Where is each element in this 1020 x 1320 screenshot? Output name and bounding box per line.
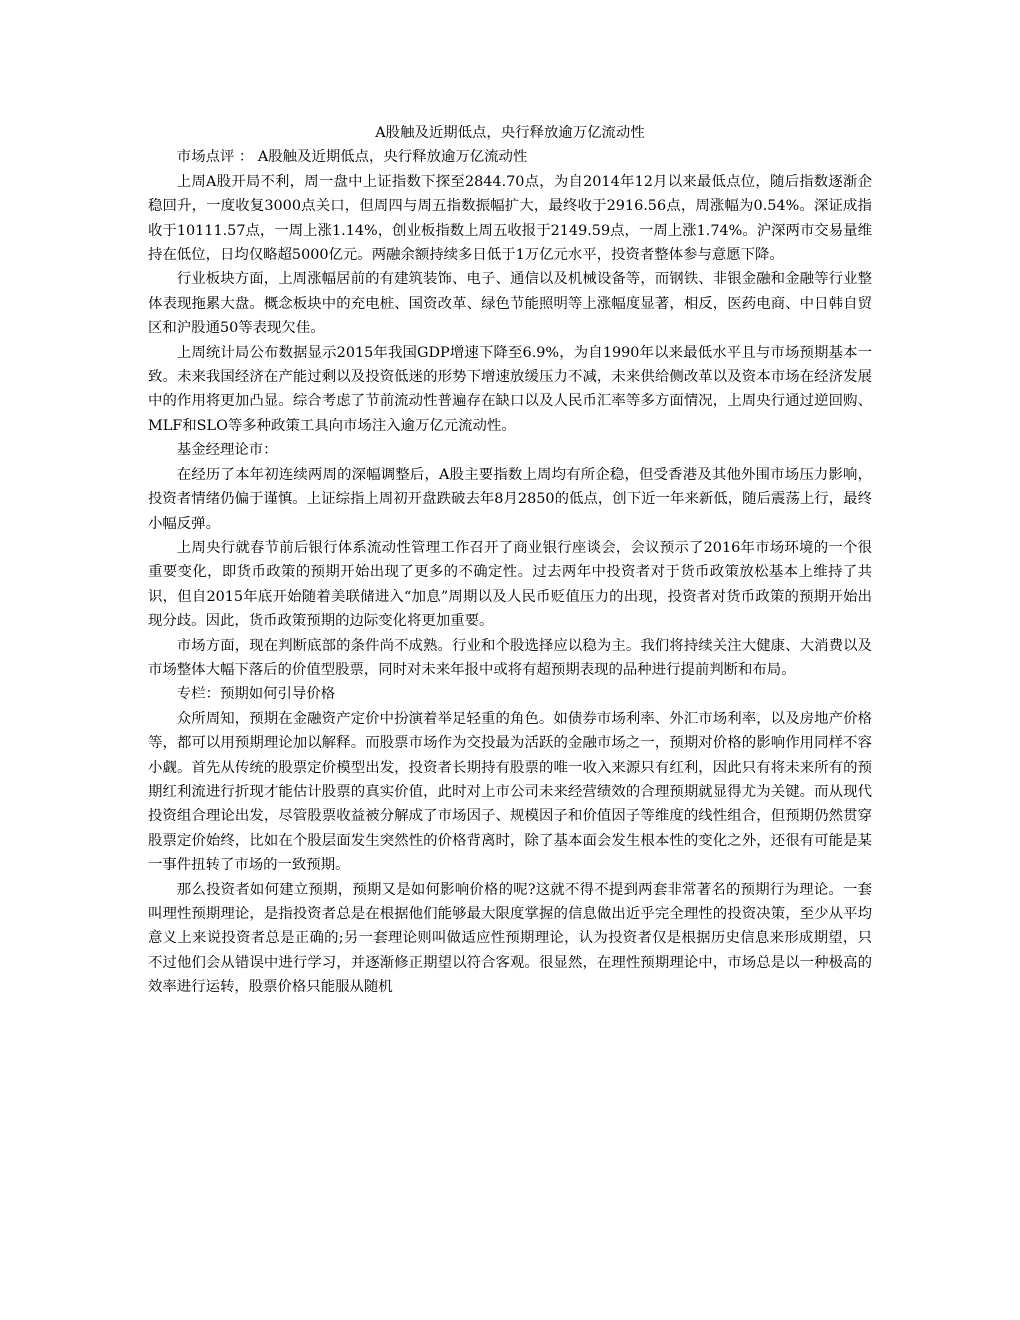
paragraph-sector-performance: 行业板块方面，上周涨幅居前的有建筑装饰、电子、通信以及机械设备等，而钢铁、非银金融和金融等行业整体表现拖累大盘。概念板块中的充电桩、国资改革、绿色节能照明等上涨幅度显著，相反，医药电商、中日韩自贸区和沪股通50等表现欠佳。 xyxy=(148,271,872,337)
paragraph-market-outlook: 市场方面，现在判断底部的条件尚不成熟。行业和个股选择应以稳为主。我们将持续关注大健康、大消费以及市场整体大幅下落后的价值型股票，同时对未来年报中或将有超预期表现的品种进行提前判断和布局。 xyxy=(148,637,872,678)
section-heading-market-review: 市场点评 ： A股触及近期低点，央行释放逾万亿流动性 xyxy=(176,149,528,166)
document-title: A股触及近期低点，央行释放逾万亿流动性 xyxy=(375,125,645,141)
paragraph-gdp-liquidity: 上周统计局公布数据显示2015年我国GDP增速下降至6.9%，为自1990年以来最低水平且与市场预期基本一致。未来我国经济在产能过剩以及投资低迷的形势下增速放缓压力不减，未来供给侧改革以及资本市场在经济发展中的作用将更加凸显。综合考虑了节前流动性普遍存在缺口以及人民币汇率等多方面情况，上周央行通过逆回购、MLF和SLO等多种政策工具向市场注入逾万亿元流动性。 xyxy=(148,344,872,434)
paragraph-expectation-theories: 那么投资者如何建立预期，预期又是如何影响价格的呢?这就不得不提到两套非常著名的预期行为理论。一套叫理性预期理论，是指投资者总是在根据他们能够最大限度掌握的信息做出近乎完全理性的投资决策，至少从平均意义上来说投资者总是正确的;另一套理论则叫做适应性预期理论，认为投资者仅是根据历史信息来形成期望，只不过他们会从错误中进行学习，并逐渐修正期望以符合客观。很显然，在理性预期理论中，市场总是以一种极高的效率进行运转，股票价格只能服从随机 xyxy=(148,881,872,996)
section-heading-fund-manager: 基金经理论市： xyxy=(176,442,278,459)
document-page xyxy=(148,121,872,1000)
paragraph-market-summary: 上周A股开局不利，周一盘中上证指数下探至2844.70点，为自2014年12月以来最低点位，随后指数逐渐企稳回升，一度收复3000点关口，但周四与周五指数振幅扩大，最终收于2916.56点，周涨幅为0.54%。深证成指收于10111.57点，一周上涨1.14%，创业板指数上周五收报于2149.59点，一周上涨1.74%。沪深两市交易量维持在低位，日均仅略超5000亿元。两融余额持续多日低于1万亿元水平，投资者整体参与意愿下降。 xyxy=(148,173,872,264)
paragraph-expectations-pricing: 众所周知，预期在金融资产定价中扮演着举足轻重的角色。如债券市场利率、外汇市场利率，以及房地产价格等，都可以用预期理论加以解释。而股票市场作为交投最为活跃的金融市场之一，预期对价格的影响作用同样不容小觑。首先从传统的股票定价模型出发，投资者长期持有股票的唯一收入来源只有红利，因此只有将未来所有的预期红利流进行折现才能估计股票的真实价值，此时对上市公司未来经营绩效的合理预期就显得尤为关键。而从现代投资组合理论出发，尽管股票收益被分解成了市场因子、规模因子和价值因子等维度的线性组合，但预期仍然贯穿股票定价始终，比如在个股层面发生突然性的价格背离时，除了基本面会发生根本性的变化之外，还很有可能是某一事件扭转了市场的一致预期。 xyxy=(148,710,872,874)
section-heading-column: 专栏：预期如何引导价格 xyxy=(176,686,336,703)
paragraph-index-stabilization: 在经历了本年初连续两周的深幅调整后，A股主要指数上周均有所企稳，但受香港及其他外围市场压力影响，投资者情绪仍偏于谨慎。上证综指上周初开盘跌破去年8月2850的低点，创下近一年来新低，随后震荡上行，最终小幅反弹。 xyxy=(148,466,872,532)
paragraph-monetary-policy: 上周央行就春节前后银行体系流动性管理工作召开了商业银行座谈会，会议预示了2016年市场环境的一个很重要变化，即货币政策的预期开始出现了更多的不确定性。过去两年中投资者对于货币政策放松基本上维持了共识，但自2015年底开始随着美联储进入“加息”周期以及人民币贬值压力的出现，投资者对货币政策的预期开始出现分歧。因此，货币政策预期的边际变化将更加重要。 xyxy=(148,539,872,630)
